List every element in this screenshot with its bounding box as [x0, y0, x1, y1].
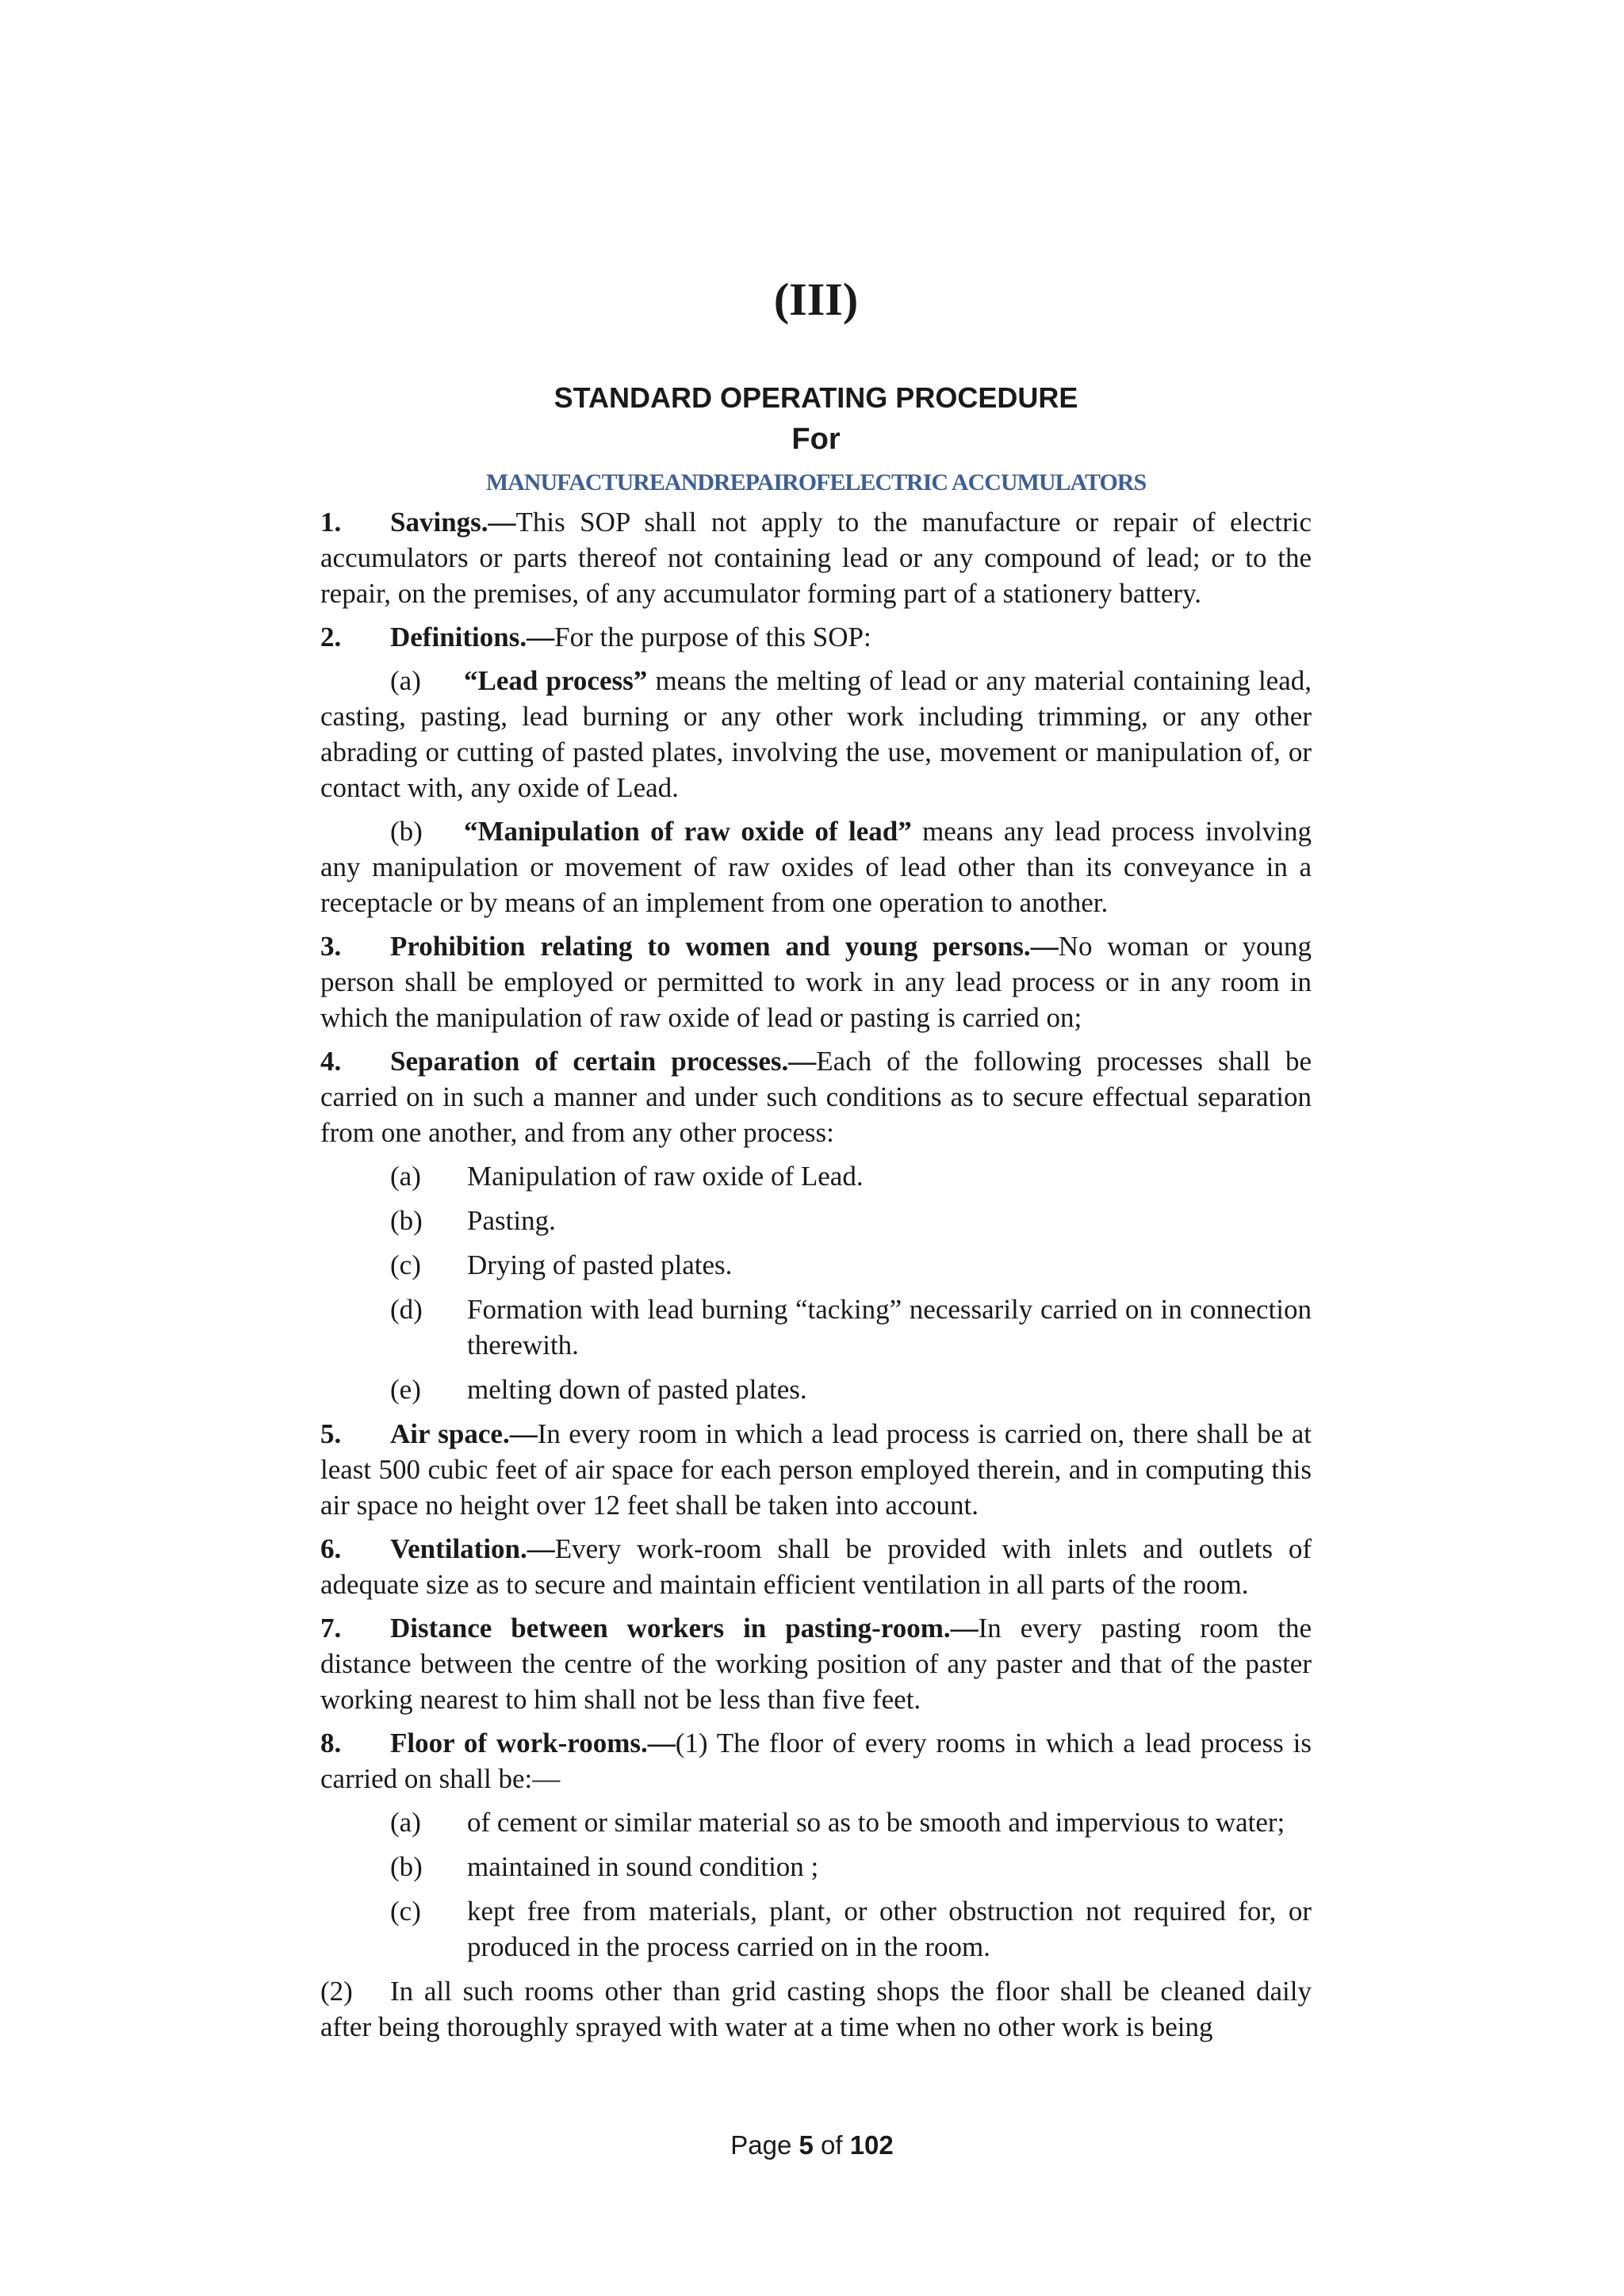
section-heading: Ventilation.— — [390, 1533, 555, 1564]
section-7 — [320, 1610, 1312, 1717]
definition-label: (b) — [390, 816, 423, 847]
section-heading: Floor of work-rooms.— — [390, 1728, 676, 1758]
current-page-number: 5 — [799, 2130, 814, 2160]
section-number: 4. — [320, 1046, 342, 1077]
list-item-text: kept free from materials, plant, or other obstruction not required for, or produced in the process carried on in the room. — [467, 1896, 1312, 1962]
list-item-text: Manipulation of raw oxide of Lead. — [467, 1161, 864, 1192]
list-item — [320, 1247, 1312, 1283]
list-item — [320, 1292, 1312, 1363]
section-number: 1. — [320, 507, 342, 538]
section-text: (1) The floor of every rooms in which a lead process is carried on shall be:— — [320, 1728, 1312, 1794]
list-item — [320, 1203, 1312, 1238]
footer-prefix: Page — [730, 2130, 799, 2160]
definition-text: means the melting of lead or any material containing lead, casting, pasting, lead burning or any other work including trimming, or any other abrading or cutting of pasted plates, involving the use, movement or manipulation of, or contact with, any oxide of Lead. — [320, 665, 1312, 803]
section-heading: Air space.— — [390, 1418, 538, 1449]
page-content — [320, 263, 1312, 2053]
list-item-label: (b) — [390, 1851, 423, 1882]
list-item-label: (d) — [390, 1294, 423, 1325]
section-text: Every work-room shall be provided with inlets and outlets of adequate size as to secure and maintain efficient ventilation in all parts of the room. — [320, 1533, 1312, 1600]
document-title-for: For — [791, 423, 841, 456]
footer-middle: of — [813, 2130, 850, 2160]
document-title: STANDARD OPERATING PROCEDURE — [553, 381, 1078, 414]
definition-term: “Lead process” — [464, 665, 648, 696]
list-item — [320, 1849, 1312, 1885]
definition-term: “Manipulation of raw oxide of lead” — [464, 816, 912, 847]
section-3 — [320, 928, 1312, 1035]
list-item-text: Formation with lead burning “tacking” necessarily carried on in connection therewith. — [467, 1294, 1312, 1360]
list-item-text: melting down of pasted plates. — [467, 1374, 807, 1405]
section-number: 8. — [320, 1728, 342, 1758]
section-number: 2. — [320, 622, 342, 652]
definition-label: (a) — [390, 665, 421, 696]
section-text: No woman or young person shall be employed or permitted to work in any lead process or in any room in which the manipulation of raw oxide of lead or pasting is carried on; — [320, 931, 1312, 1033]
list-item-label: (e) — [390, 1374, 421, 1405]
definition-b — [320, 813, 1312, 920]
section-text: Each of the following processes shall be carried on in such a manner and under such conditions as to secure effectual separation from one another, and from any other process: — [320, 1046, 1312, 1148]
section-text: This SOP shall not apply to the manufacture or repair of electric accumulators or parts thereof not containing lead or any compound of lead; or to the repair, on the premises, of any accumulator forming part of a stationery battery. — [320, 507, 1312, 609]
section-heading: Savings.— — [390, 507, 516, 538]
section-text: In every pasting room the distance between the centre of the working position of any paster and that of the paster working nearest to him shall not be less than five feet. — [320, 1613, 1312, 1715]
list-item-text: of cement or similar material so as to be smooth and impervious to water; — [467, 1807, 1285, 1838]
list-item-text: Pasting. — [467, 1205, 556, 1236]
total-page-count: 102 — [849, 2130, 894, 2160]
section-2 — [320, 619, 1312, 655]
list-item-label: (c) — [390, 1249, 421, 1280]
section-text: In every room in which a lead process is carried on, there shall be at least 500 cubic feet of air space for each person employed therein, and in computing this air space no height over 12 feet shall be taken into account. — [320, 1418, 1312, 1521]
list-item-label: (a) — [390, 1161, 421, 1192]
list-item — [320, 1372, 1312, 1407]
section-number: 6. — [320, 1533, 342, 1564]
section-heading: Definitions.— — [390, 622, 555, 652]
document-subtitle: MANUFACTUREANDREPAIROFELECTRIC ACCUMULATORS — [485, 469, 1147, 496]
section-5 — [320, 1416, 1312, 1523]
list-item — [320, 1893, 1312, 1965]
paragraph-label: (2) — [320, 1976, 353, 2007]
list-item — [320, 1804, 1312, 1840]
list-item-label: (a) — [390, 1807, 421, 1838]
definition-text: means any lead process involving any manipulation or movement of raw oxides of lead other than its conveyance in a receptacle or by means of an implement from one operation to another. — [320, 816, 1312, 918]
section-number: 7. — [320, 1613, 342, 1644]
section-1 — [320, 504, 1312, 611]
section-heading: Separation of certain processes.— — [390, 1046, 817, 1077]
list-item — [320, 1158, 1312, 1194]
section-8 — [320, 1725, 1312, 1797]
definition-a — [320, 663, 1312, 806]
section-heading: Distance between workers in pasting-room.— — [390, 1613, 979, 1644]
section-6 — [320, 1531, 1312, 1602]
list-item-label: (b) — [390, 1205, 423, 1236]
section-text: For the purpose of this SOP: — [554, 622, 871, 652]
paragraph-text: In all such rooms other than grid casting shops the floor shall be cleaned daily after being thoroughly sprayed with water at a time when no other work is being — [320, 1976, 1312, 2042]
section-8-paragraph-2 — [320, 1973, 1312, 2045]
chapter-number: (III) — [773, 274, 859, 325]
section-number: 3. — [320, 931, 342, 962]
page-footer — [0, 2128, 1624, 2163]
list-item-text: maintained in sound condition ; — [467, 1851, 819, 1882]
section-number: 5. — [320, 1418, 342, 1449]
section-heading: Prohibition relating to women and young persons.— — [390, 931, 1059, 962]
section-4 — [320, 1043, 1312, 1150]
list-item-label: (c) — [390, 1896, 421, 1927]
list-item-text: Drying of pasted plates. — [467, 1249, 733, 1280]
